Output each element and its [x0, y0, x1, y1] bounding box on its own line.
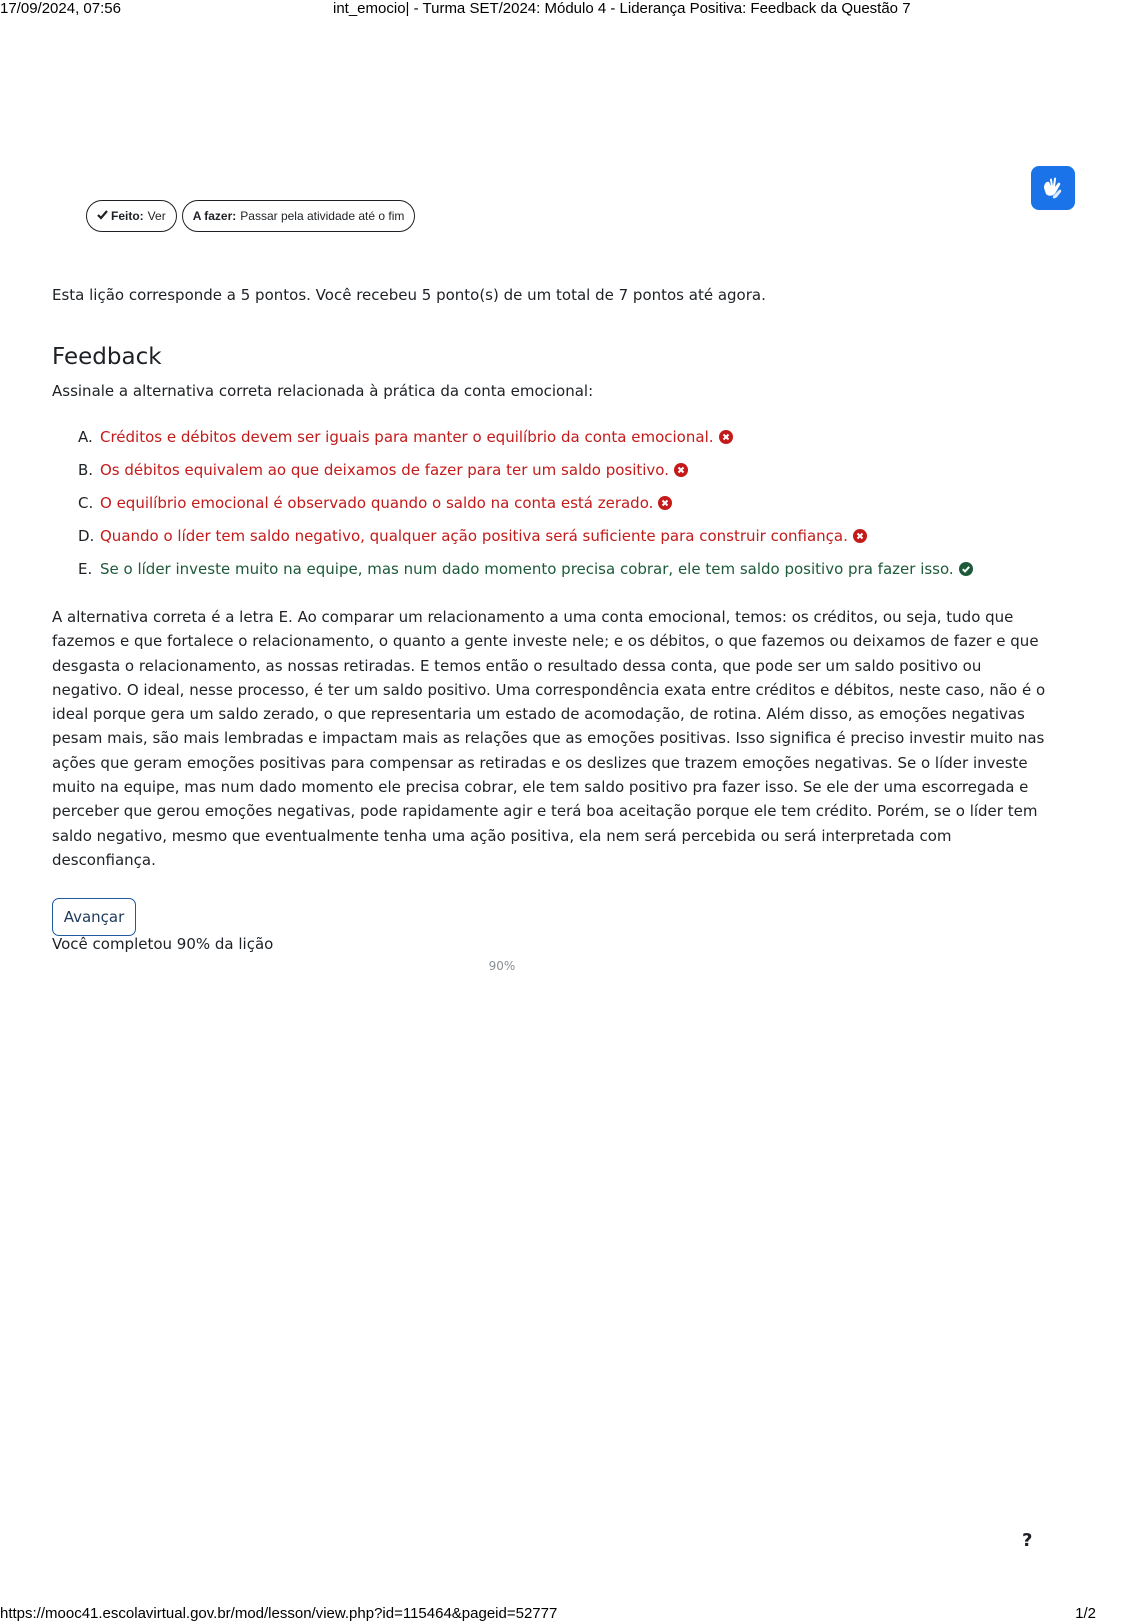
answer-text: Quando o líder tem saldo negativo, qualquer ação positiva será suficiente para construir confiança. — [100, 527, 848, 545]
sign-language-hands-icon — [1039, 174, 1067, 202]
answer-letter: A. — [78, 428, 93, 446]
completion-todo-value: Passar pela atividade até o fim — [240, 209, 405, 223]
answer-text: Se o líder investe muito na equipe, mas num dado momento precisa cobrar, ele tem saldo positivo pra fazer isso. — [100, 560, 954, 578]
completion-done-value: Ver — [147, 209, 166, 223]
wrong-icon — [853, 529, 867, 543]
completion-done-pill — [86, 200, 177, 232]
answer-item — [78, 494, 973, 527]
lesson-score-info: Esta lição corresponde a 5 pontos. Você recebeu 5 ponto(s) de um total de 7 pontos até agora. — [52, 286, 766, 304]
answer-list — [78, 428, 973, 593]
answer-letter: C. — [78, 494, 94, 512]
print-page-title: int_emocio| - Turma SET/2024: Módulo 4 - Liderança Positiva: Feedback da Questão 7 — [333, 0, 911, 17]
answer-letter: B. — [78, 461, 94, 479]
answer-text: Os débitos equivalem ao que deixamos de fazer para ter um saldo positivo. — [100, 461, 669, 479]
feedback-explanation: A alternativa correta é a letra E. Ao comparar um relacionamento a uma conta emocional, temos: os créditos, ou seja, tudo que fazemos e que fortalece o relacionamento, o quanto a gente investe nele; e os débitos, o que fazemos ou deixamos de fazer e que desgasta o relacionamento, as nossas retiradas. E temos então o resultado dessa conta, que pode ser um saldo positivo ou negativo. O ideal, nesse processo, é ter um saldo positivo. Uma correspondência exata entre créditos e débitos, neste caso, não é o ideal porque gera um saldo zerado, o que representaria um estado de acomodação, de rotina. Além disso, as emoções negativas pesam mais, são mais lembradas e impactam mais as relações que as emoções positivas. Isso significa é preciso investir muito nas ações que geram emoções positivas para compensar as retiradas e os deslizes que trazem emoções negativas. Se o líder investe muito na equipe, mas num dado momento ele precisa cobrar, ele tem saldo positivo pra fazer isso. Se ele der uma escorregada e perceber que gerou emoções negativas, pode rapidamente agir e terá boa aceitação porque ele tem crédito. Porém, se o líder tem saldo negativo, mesmo que eventualmente tenha uma ação positiva, ela nem será percebida ou será interpretada com desconfiança. — [52, 608, 1046, 869]
completion-todo-label: A fazer: — [192, 209, 237, 223]
completion-status — [86, 200, 415, 232]
progress-bar — [52, 956, 952, 974]
print-page-number: 1/2 — [1075, 1605, 1096, 1622]
feedback-heading: Feedback — [52, 344, 162, 370]
accessibility-button[interactable] — [1031, 166, 1075, 210]
completion-todo-pill — [182, 200, 416, 232]
print-footer — [0, 1605, 1142, 1623]
print-url: https://mooc41.escolavirtual.gov.br/mod/lesson/view.php?id=115464&pageid=52777 — [0, 1605, 558, 1622]
wrong-icon — [719, 430, 733, 444]
question-text: Assinale a alternativa correta relacionada à prática da conta emocional: — [52, 382, 594, 400]
advance-button[interactable]: Avançar — [52, 898, 136, 936]
answer-letter: D. — [78, 527, 95, 545]
answer-text: O equilíbrio emocional é observado quando o saldo na conta está zerado. — [100, 494, 654, 512]
completion-done-label: Feito: — [111, 209, 144, 223]
wrong-icon — [658, 496, 672, 510]
progress-label: 90% — [488, 959, 516, 973]
answer-item — [78, 560, 973, 593]
print-datetime: 17/09/2024, 07:56 — [0, 0, 121, 17]
check-icon — [97, 209, 108, 223]
answer-letter: E. — [78, 560, 93, 578]
answer-item — [78, 428, 973, 461]
answer-item — [78, 527, 973, 560]
answer-item — [78, 461, 973, 494]
answer-text: Créditos e débitos devem ser iguais para manter o equilíbrio da conta emocional. — [100, 428, 714, 446]
wrong-icon — [674, 463, 688, 477]
help-icon[interactable]: ? — [1022, 1530, 1033, 1551]
print-header — [0, 0, 1142, 18]
correct-check-icon — [959, 562, 973, 576]
progress-text: Você completou 90% da lição — [52, 935, 274, 953]
